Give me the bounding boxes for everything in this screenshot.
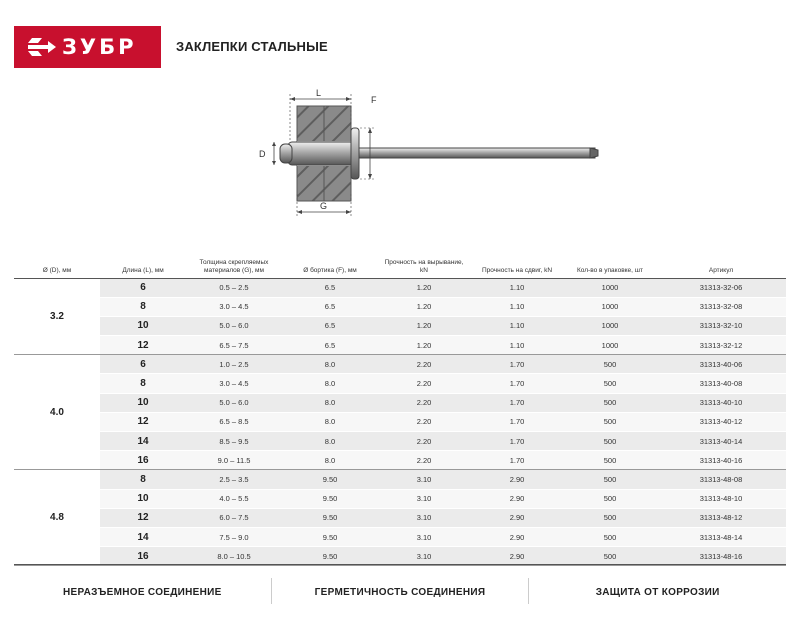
pull-strength-cell: 1.20 <box>378 278 470 297</box>
pack-qty-cell: 500 <box>564 374 656 393</box>
pack-qty-cell: 1000 <box>564 316 656 335</box>
article-cell: 31313-40-10 <box>656 393 786 412</box>
length-cell: 12 <box>100 336 186 355</box>
table-row <box>14 278 786 297</box>
shear-strength-cell: 2.90 <box>470 508 564 527</box>
article-cell: 31313-40-08 <box>656 374 786 393</box>
feature-permanent-joint: НЕРАЗЪЕМНОЕ СОЕДИНЕНИЕ <box>63 586 222 598</box>
article-cell: 31313-32-08 <box>656 297 786 316</box>
length-cell: 8 <box>100 374 186 393</box>
table-row <box>14 355 786 374</box>
article-cell: 31313-40-06 <box>656 355 786 374</box>
pull-strength-cell: 3.10 <box>378 547 470 566</box>
thickness-cell: 8.5 – 9.5 <box>186 432 282 451</box>
thickness-cell: 5.0 – 6.0 <box>186 393 282 412</box>
shear-strength-cell: 1.10 <box>470 336 564 355</box>
length-cell: 14 <box>100 432 186 451</box>
thickness-cell: 6.5 – 7.5 <box>186 336 282 355</box>
article-cell: 31313-40-16 <box>656 451 786 470</box>
flange-cell: 8.0 <box>282 412 378 431</box>
thickness-cell: 2.5 – 3.5 <box>186 470 282 489</box>
flange-cell: 9.50 <box>282 508 378 527</box>
table-row <box>14 470 786 489</box>
shear-strength-cell: 1.70 <box>470 374 564 393</box>
dim-label-D: D <box>259 149 266 159</box>
table-header-row <box>14 254 786 278</box>
flange-cell: 9.50 <box>282 547 378 566</box>
length-cell: 6 <box>100 355 186 374</box>
article-cell: 31313-48-14 <box>656 527 786 546</box>
table-row <box>14 393 786 412</box>
rivet-body <box>288 142 354 165</box>
length-cell: 6 <box>100 278 186 297</box>
shear-strength-cell: 1.70 <box>470 412 564 431</box>
length-cell: 14 <box>100 527 186 546</box>
pack-qty-cell: 500 <box>564 393 656 412</box>
pull-strength-cell: 2.20 <box>378 355 470 374</box>
diameter-cell: 4.0 <box>14 355 100 470</box>
feature-sealed-joint: ГЕРМЕТИЧНОСТЬ СОЕДИНЕНИЯ <box>314 586 486 598</box>
flange-cell: 8.0 <box>282 393 378 412</box>
thickness-cell: 4.0 – 5.5 <box>186 489 282 508</box>
pack-qty-cell: 500 <box>564 432 656 451</box>
shear-strength-cell: 2.90 <box>470 527 564 546</box>
article-cell: 31313-48-16 <box>656 547 786 566</box>
shear-strength-cell: 2.90 <box>470 489 564 508</box>
pull-strength-cell: 3.10 <box>378 470 470 489</box>
thickness-cell: 5.0 – 6.0 <box>186 316 282 335</box>
length-cell: 12 <box>100 508 186 527</box>
flange-cell: 9.50 <box>282 470 378 489</box>
flange-cell: 9.50 <box>282 489 378 508</box>
thickness-cell: 9.0 – 11.5 <box>186 451 282 470</box>
thickness-cell: 0.5 – 2.5 <box>186 278 282 297</box>
table-row <box>14 489 786 508</box>
table-row <box>14 508 786 527</box>
table-row <box>14 374 786 393</box>
diameter-cell: 3.2 <box>14 278 100 355</box>
article-cell: 31313-32-10 <box>656 316 786 335</box>
pull-strength-cell: 2.20 <box>378 432 470 451</box>
feature-corrosion-protection: ЗАЩИТА ОТ КОРРОЗИИ <box>595 586 720 598</box>
length-cell: 8 <box>100 297 186 316</box>
length-cell: 10 <box>100 316 186 335</box>
pack-qty-cell: 500 <box>564 355 656 374</box>
spec-table <box>14 254 786 566</box>
table-row <box>14 432 786 451</box>
table-row <box>14 412 786 431</box>
pull-strength-cell: 3.10 <box>378 527 470 546</box>
length-cell: 16 <box>100 451 186 470</box>
pack-qty-cell: 500 <box>564 508 656 527</box>
shear-strength-cell: 1.70 <box>470 451 564 470</box>
pack-qty-cell: 500 <box>564 489 656 508</box>
pack-qty-cell: 500 <box>564 451 656 470</box>
shear-strength-cell: 2.90 <box>470 470 564 489</box>
article-cell: 31313-40-14 <box>656 432 786 451</box>
pack-qty-cell: 1000 <box>564 278 656 297</box>
dim-label-F: F <box>371 95 377 105</box>
article-cell: 31313-40-12 <box>656 412 786 431</box>
thickness-cell: 1.0 – 2.5 <box>186 355 282 374</box>
thickness-cell: 6.0 – 7.5 <box>186 508 282 527</box>
header-diameter: Ø (D), мм <box>14 254 100 278</box>
pull-strength-cell: 2.20 <box>378 374 470 393</box>
length-cell: 8 <box>100 470 186 489</box>
brand-mark-icon <box>28 35 56 59</box>
header-pull-strength: Прочность на вырывание, kN <box>378 254 470 278</box>
pull-strength-cell: 1.20 <box>378 297 470 316</box>
header-thickness: Толщина скрепляемых материалов (G), мм <box>186 254 282 278</box>
thickness-cell: 3.0 – 4.5 <box>186 297 282 316</box>
article-cell: 31313-32-06 <box>656 278 786 297</box>
thickness-cell: 8.0 – 10.5 <box>186 547 282 566</box>
flange-cell: 6.5 <box>282 316 378 335</box>
header-flange: Ø бортика (F), мм <box>282 254 378 278</box>
page-title: ЗАКЛЕПКИ СТАЛЬНЫЕ <box>176 39 328 54</box>
footer-divider <box>14 564 786 565</box>
flange-cell: 8.0 <box>282 355 378 374</box>
pull-strength-cell: 1.20 <box>378 336 470 355</box>
thickness-cell: 6.5 – 8.5 <box>186 412 282 431</box>
flange-cell: 8.0 <box>282 432 378 451</box>
table-row <box>14 316 786 335</box>
length-cell: 16 <box>100 547 186 566</box>
shear-strength-cell: 1.10 <box>470 297 564 316</box>
thickness-cell: 3.0 – 4.5 <box>186 374 282 393</box>
flange-cell: 6.5 <box>282 278 378 297</box>
pull-strength-cell: 2.20 <box>378 412 470 431</box>
pull-strength-cell: 1.20 <box>378 316 470 335</box>
pack-qty-cell: 500 <box>564 412 656 431</box>
shear-strength-cell: 1.10 <box>470 278 564 297</box>
pull-strength-cell: 3.10 <box>378 508 470 527</box>
mandrel-tip <box>590 148 598 158</box>
shear-strength-cell: 1.70 <box>470 355 564 374</box>
table-row <box>14 451 786 470</box>
header-shear-strength: Прочность на сдвиг, kN <box>470 254 564 278</box>
rivet-mandrel <box>359 148 595 158</box>
thickness-cell: 7.5 – 9.0 <box>186 527 282 546</box>
length-cell: 10 <box>100 489 186 508</box>
shear-strength-cell: 1.70 <box>470 432 564 451</box>
pull-strength-cell: 2.20 <box>378 451 470 470</box>
dim-label-G: G <box>320 201 328 211</box>
flange-cell: 6.5 <box>282 336 378 355</box>
pack-qty-cell: 500 <box>564 527 656 546</box>
features-bar <box>14 578 786 606</box>
rivet-tail <box>280 144 292 163</box>
pack-qty-cell: 500 <box>564 547 656 566</box>
article-cell: 31313-48-08 <box>656 470 786 489</box>
flange-cell: 8.0 <box>282 374 378 393</box>
logo-text: ЗУБР <box>62 35 137 59</box>
article-cell: 31313-48-10 <box>656 489 786 508</box>
pull-strength-cell: 3.10 <box>378 489 470 508</box>
table-row <box>14 336 786 355</box>
table-row <box>14 297 786 316</box>
dim-label-L: L <box>316 88 322 98</box>
rivet-flange <box>351 128 359 179</box>
pack-qty-cell: 1000 <box>564 297 656 316</box>
length-cell: 12 <box>100 412 186 431</box>
header-article: Артикул <box>656 254 786 278</box>
article-cell: 31313-48-12 <box>656 508 786 527</box>
table-row <box>14 527 786 546</box>
flange-cell: 6.5 <box>282 297 378 316</box>
article-cell: 31313-32-12 <box>656 336 786 355</box>
table-row <box>14 547 786 566</box>
shear-strength-cell: 1.70 <box>470 393 564 412</box>
pack-qty-cell: 500 <box>564 470 656 489</box>
flange-cell: 9.50 <box>282 527 378 546</box>
header-length: Длина (L), мм <box>100 254 186 278</box>
brand-logo <box>14 26 161 68</box>
diameter-cell: 4.8 <box>14 470 100 566</box>
header-pack-qty: Кол-во в упаковке, шт <box>564 254 656 278</box>
pull-strength-cell: 2.20 <box>378 393 470 412</box>
length-cell: 10 <box>100 393 186 412</box>
rivet-diagram <box>250 84 600 219</box>
pack-qty-cell: 1000 <box>564 336 656 355</box>
shear-strength-cell: 2.90 <box>470 547 564 566</box>
flange-cell: 8.0 <box>282 451 378 470</box>
shear-strength-cell: 1.10 <box>470 316 564 335</box>
